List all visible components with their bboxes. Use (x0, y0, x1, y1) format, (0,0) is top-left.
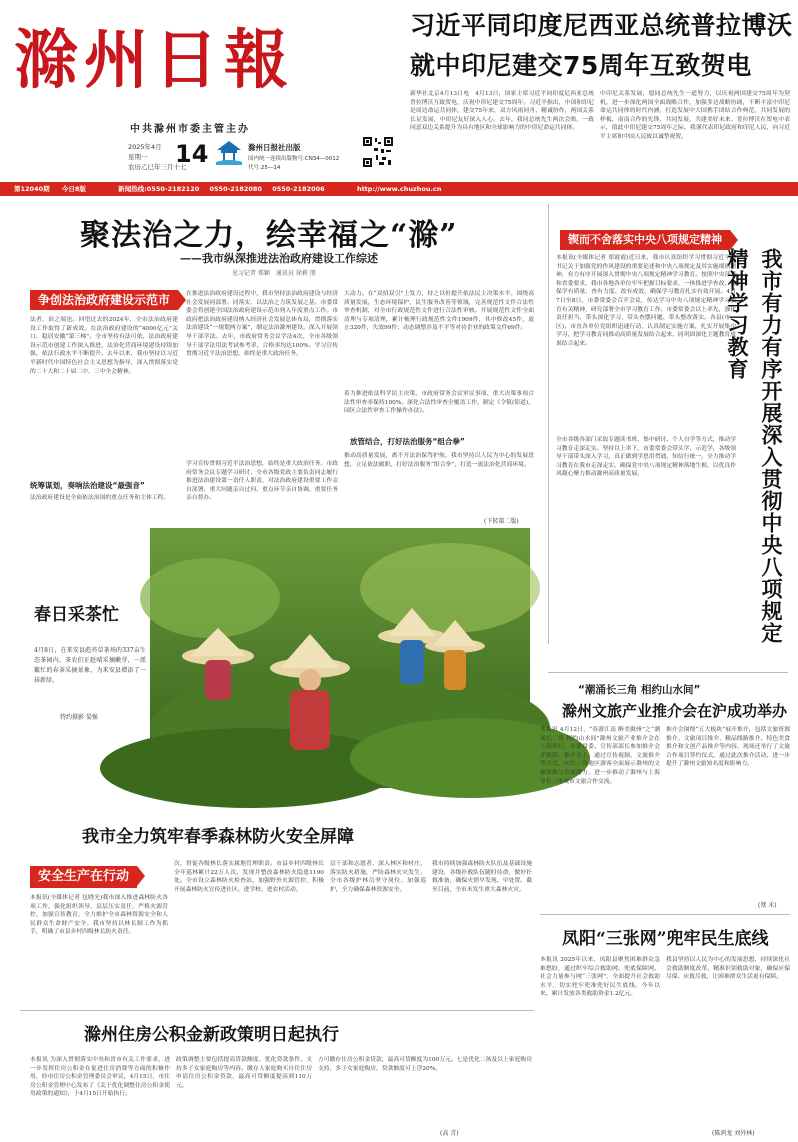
main-col2b: 学习宣传贯彻习近平法治思想，始终是重大政治任务。市政府常务会议专题学习研讨，全市各级党政主要负责同志履行推进法治建设第一责任人职责，对法治政府建设重要工作亲自部署、重大问题亲自过问、重点环节亲自协调、重要任务亲自督办。 (186, 461, 338, 502)
tourism-col2: 推介会围绕“五大板块”展开推介，包括文旅资源推介、文旅项目推介、精品线路推介、特色美食推介和文创产品推介等内容。现场还举行了文旅合作项目签约仪式。通过此次推介活动，进一步提升了滁州文旅知名度和影响力。 (666, 727, 790, 768)
top-story-col2: 中印尼关系发展，愿同总统先生一道努力，以庆祝两国建交75周年为契机，进一步深化两国全面战略合作，加强多边战略协调，不断丰富中印尼命运共同体的时代内涵，打造发展中大国携手团结合作典范，共同发展的样板，南南合作的先锋，共同发展，共建美好未来。普拉博沃在贺电中表示，值此中印尼建交75周年之际，我谨代表印尼政府和印尼人民，向习近平主席和中国人民致以诚挚祝贺。 (600, 91, 790, 140)
tea-pickers-image (150, 528, 530, 788)
tourism-author: (蔡 禾) (758, 902, 777, 909)
main-byline: 见习记者 郑颖 通讯员 徐莉 朋 (232, 270, 316, 277)
photo-title: 春日采茶忙 (34, 605, 119, 625)
main-section-3: 放管结合，打好法治服务“组合拳” (350, 437, 465, 446)
photo-credit: 特约摄影 晏强 (60, 714, 98, 721)
main-col1: 法者，治之端也。回望过去的2024年，全市法治政府建设工作取得了新成效。在法治政府建设的“4000亿元”关口，稳居安徽“第三梯”。全市坚持有法可依，法治政府建设示范市创建工作深入推进，法治化营商环境建设持续加强，依法行政水平不断提升。去年以来，我市坚持以习近平新时代中国特色社会主义思想为指导，深入贯彻落实党的二十大和二十届二中、三中全会精神。 (30, 317, 178, 375)
weekday: 星期一 (128, 153, 148, 161)
cn-number: 国内统一连续出版物号:CN34—0012 (248, 156, 340, 162)
forest-col3: 层干部和志愿者，深入林区和村庄，落实防火措施，严防森林火灾发生。全市各级护林员坚守岗位，加强巡护，全力确保森林资源安全。 (330, 861, 426, 893)
issue-number: 第12040期 (14, 185, 50, 193)
livelihood-author: (陈鸿龙 刘外林) (712, 1130, 755, 1137)
tourism-col1: 本报讯 4月12日，“春游江南 醉美滁州”之“潮涌长三角 相约山水间”滁州文旅产业推介会在上海举行。市委常委、宣传部部长参加推介会并致辞。推介会上，通过宣传视频、文旅推介等方式，向长三角地区游客全面展示滁州的文旅资源与发展潜力，进一步推动了滁州与上海等长三角城市文旅合作交流。 (540, 727, 660, 785)
forest-col1: 本报讯(全媒体记者 包晓光)我市深入推进森林防火各项工作，强化组织领导，层层压实责任，严格火源管控，加强宣传教育，全力维护全市森林资源安全和人民群众生命财产安全。我市坚持以林长制工作为抓手，明确了市县乡村四级林长防火责任。 (30, 895, 168, 936)
tea-photo (150, 528, 530, 788)
qr-code-icon (362, 136, 394, 168)
main-headline: 聚法治之力，绘幸福之“滁” (80, 218, 458, 253)
masthead-title: 滁州日報 (14, 23, 294, 98)
right-vertical-headline: 我市有力有序开展深入贯彻中央八项规定精神学习教育 (725, 248, 783, 644)
pavilion-logo-icon (214, 138, 244, 168)
forest-tab: 安全生产在行动 (30, 866, 137, 888)
info-bar (0, 182, 798, 196)
main-col3: 大动力。在“双招双引”上发力，持之以恒提升依法民主决策水平。围绕高质量发展，生态环境保护，民生服务改善等领域，完善规范性文件合法性审查机制，对全市行政规范性文件进行合法性审核。开展规范性文件全面清理与专项清理，累计梳理行政规范性文件1909件，其中修改45件，废止320件，失效99件；动态调整涉及不平等对待企业的政策文件69件。 (344, 291, 534, 332)
top-story (400, 0, 798, 180)
page-count: 今日8版 (61, 185, 86, 193)
photo-caption: 4月8日，在来安县彪苔草茶场的337亩生态茶园内，茶农们正趁晴采摘嫩芽，一派繁忙的春茶采摘景象，为来安县增添了一抹新绿。 (34, 647, 146, 684)
livelihood-col2: 我县坚持以人民为中心的发展思想，持续深化社会救助制度改革，精准识别救助对象，确保应保尽保、应救尽救，让困难群众生活更有保障。 (666, 957, 790, 981)
main-col3c: 推动高质量发展，离不开法治保驾护航。我市坚持以人民为中心的发展思想，立足依法履职，打好法治服务“组合拳”，打造一流法治化营商环境。 (344, 453, 534, 468)
forest-col2: 次，督促各级林长落实属地管理职责。市县乡村四级林长全年巡林累计22万人次，发现并整改森林防火隐患1190处。全市设立森林防火检查站，加强野外火源管控，积极开展森林防火宣传进社区、进学校、进农村活动。 (174, 861, 324, 893)
publisher: 滁州日报社出版 (248, 143, 301, 152)
date-line: 2025年4月 (128, 143, 162, 151)
masthead-subtitle: 中共滁州市委主管主办 (130, 124, 250, 135)
housing-col1: 本报讯 为深入贯彻落实中央和省市有关工作要求，进一步发挥住房公积金在促进住房消费等方面的积极作用，经市住房公积金管理委员会审议，4月15日，市住房公积金管理中心发布了《关于优化调整住房公积金使用政策的通知》，于4月15日开始执行。 (30, 1057, 170, 1098)
housing-col3: 方可缴存住房公积金贷款，最高可贷额度为100万元。七是优化二孩及以上家庭购房支持，多子女家庭购房，贷款额度可上浮20%。 (318, 1057, 532, 1072)
housing-headline: 滁州住房公积金新政策明日起执行 (84, 1025, 339, 1045)
right-column-text: 本报讯(全媒体记者 郑霞霞)近日来，我市认真组织学习贯彻习近平总书记关于加强党的作风建设的重要论述和中央八项规定及其实施细则精神，有力有序开展深入贯彻中央八项规定精神学习教育。按照中央部署和省委要求，我市各地各单位牢牢把握目标要求，一体推进学查改，确保学有质量、查有力度、改有成效，确保学习教育扎实有效开展。4月7日至8日，市委常委会召开会议，传达学习中央八项规定精神学习教育有关精神，研究部署全市学习教育工作。市委常委会以上率先，强化责任担当，带头深化学习、带头查摆问题、带头整改落实。各县(市、区)、市直各单位党组织迅速行动，认真制定实施方案，扎实开展集中学习，把学习教育同推动高质量发展结合起来，同巩固深化主题教育成果结合起来。 (556, 255, 736, 347)
top-headline-1: 习近平同印度尼西亚总统普拉博沃 (410, 11, 793, 40)
livelihood-headline: 凤阳“三张网”兜牢民生底线 (562, 929, 769, 949)
masthead (0, 0, 400, 180)
housing-col2: 政策调整主要包括提高贷款额度、优化贷款条件、支持多子女家庭购房等内容。缴存人家庭购买自住住房申请住房公积金贷款，最高可贷额度提高到110万元。 (176, 1057, 312, 1089)
main-continued: (下转第二版) (484, 518, 519, 525)
top-story-col1: 新华社北京4月13日电 4月13日，国家主席习近平同印度尼西亚总统普拉博沃互致贺电，庆祝中印尼建交75周年。习近平指出，中国和印尼是周边命运共同体，建交75年来，双方风雨同舟、精诚协作，两国关系长足发展，中印尼友好深入人心。去年，我同总统先生两次会晤，一致同意双边关系提升为具有地区和全球影响力的中印尼命运共同体。 (410, 91, 594, 132)
tourism-kicker: “潮涌长三角 相约山水间” (578, 684, 701, 696)
hotline-3: 0550-2182006 (272, 185, 325, 193)
forest-col4: 我市持续加强森林防火队伍及基础设施建设，各级扑救队伍随时待命，做好扑救准备，确保火情早发现、早处置。截至目前，全市未发生重大森林火灾。 (432, 861, 532, 893)
main-col2: 在推进法治政府建设过程中，我市坚持法治政府建设与经济社会发展同部署、同落实，以法治之力筑发展之基。市委常委会将创建全国法治政府建设示范市列入年度重点工作。市政府把法治政府建设纳入经济社会发展总体布局，贯彻落实法治建设“一规划两方案”，制定法治滁州建设。深入开展领导干部学法。去年，市政府常务会议学法4次，全市各级领导干部学法用法考试参考率、合格率均达100%。学习宣传贯彻习近平法治思想，始终是重大政治任务。 (186, 291, 338, 358)
forest-headline: 我市全力筑牢春季森林防火安全屏障 (82, 827, 354, 847)
main-section-tab: 争创法治政府建设示范市 (30, 290, 178, 310)
post-code: 代号:25—14 (248, 165, 281, 171)
main-subheadline: ——我市纵深推进法治政府建设工作综述 (180, 252, 378, 265)
main-col3b: 着力推进依法科学民主决策，市政府常务会议审议事项、重大决策事项合法性审查率保持100%。深化合法性审查全覆盖工作，制定《令镇(街道)、园区合法性审查工作操作办法》。 (344, 391, 534, 415)
day-number: 14 (175, 140, 209, 168)
housing-author: (高 青) (440, 1130, 459, 1137)
news-hotline: 新闻热线:0550-2182120 (118, 185, 200, 193)
livelihood-col1: 本报讯 2025年以来，凤阳县聚焦困难群众急难愁盼，通过织牢综合救助网、兜底保障网、社会力量参与网“三张网”，全面提升社会救助水平，切实兜牢兜准兜好民生底线。今年以来，累计发放各类救助资金1.2亿元。 (540, 957, 660, 998)
ad-hotline: 0550-2182080 (209, 185, 262, 193)
right-column-text-2: 全市各级各部门采取专题读书班、集中研讨、个人自学等方式，推动学习教育走深走实。坚持以上率下，市委常委会带头学、示范学，各级领导干部带头深入学习，真正做到学思用贯通、知信行统一。全力推动学习教育在我市走深走实，确保党中央八项规定精神落地生根，以优良作风凝心聚力推动滁州高质量发展。 (556, 437, 736, 478)
lunar-date: 农历乙巳年三月十七 (128, 163, 187, 171)
website-link[interactable]: http://www.chuzhou.cn (356, 185, 442, 193)
top-headline-2: 就中印尼建交75周年互致贺电 (410, 51, 752, 80)
main-col1b: 法治政府建设是全面依法治国的重点任务和主体工程。 (30, 495, 170, 501)
tourism-headline: 滁州文旅产业推介会在沪成功举办 (562, 702, 788, 720)
main-section-2: 统筹谋划，奏响法治建设“最强音” (30, 481, 145, 490)
right-section-tab: 锲而不舍落实中央八项规定精神 (560, 230, 730, 250)
